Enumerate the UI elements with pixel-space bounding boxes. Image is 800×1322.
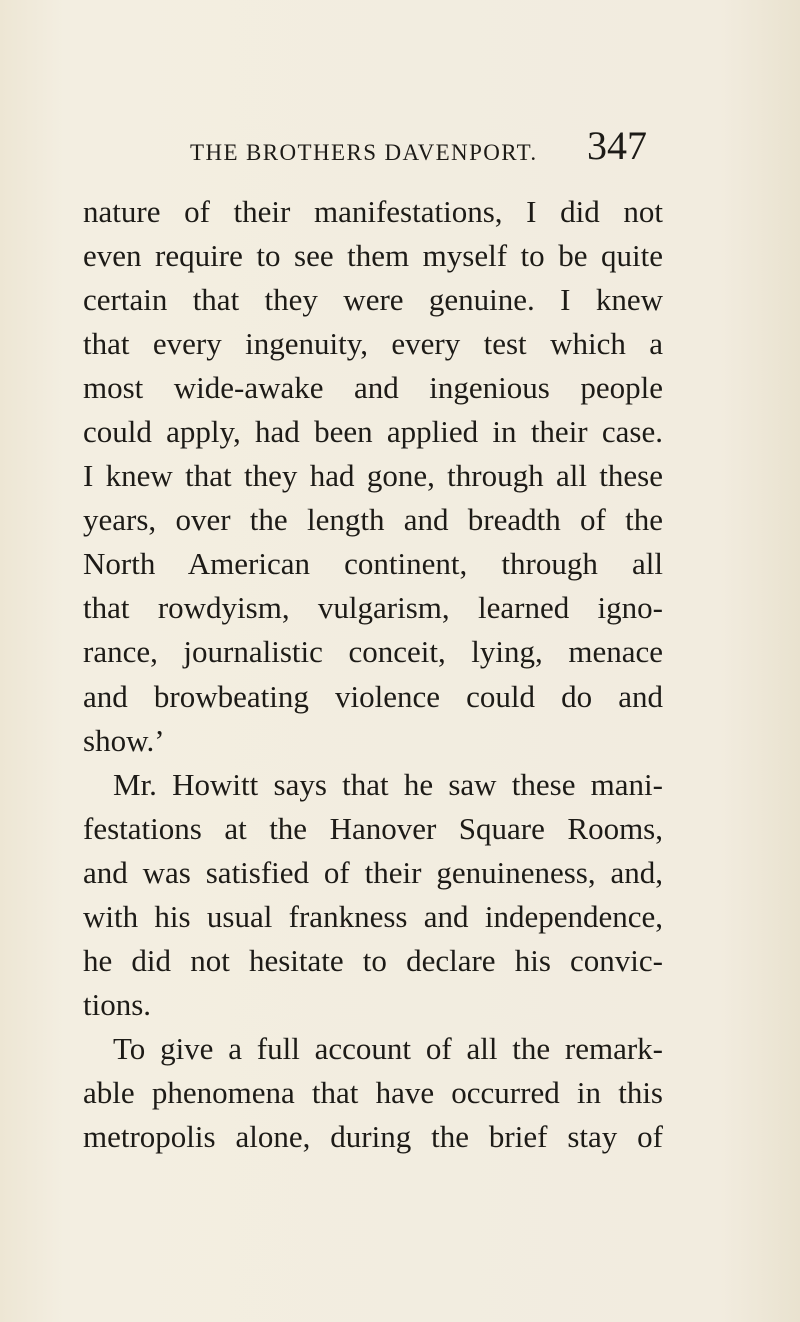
text-line: rance, journalistic conceit, lying, menace — [83, 634, 663, 670]
text-line: To give a full account of all the remark- — [113, 1030, 663, 1066]
text-line: could apply, had been applied in their case. — [83, 414, 663, 450]
page-header — [190, 122, 690, 182]
text-line: years, over the length and breadth of the — [83, 502, 663, 538]
text-line: able phenomena that have occurred in this — [83, 1074, 663, 1110]
text-line: I knew that they had gone, through all these — [83, 458, 663, 494]
running-title: THE BROTHERS DAVENPORT. — [190, 140, 538, 165]
text-line: with his usual frankness and independence, — [83, 898, 663, 934]
text-line: he did not hesitate to declare his convic- — [83, 942, 663, 978]
text-line: that every ingenuity, every test which a — [83, 326, 663, 362]
text-line: show.’ — [83, 722, 165, 758]
text-line: tions. — [83, 986, 152, 1022]
text-line: certain that they were genuine. I knew — [83, 282, 663, 318]
text-line: most wide-awake and ingenious people — [83, 370, 663, 406]
text-line: metropolis alone, during the brief stay of — [83, 1118, 663, 1154]
body-text — [83, 190, 663, 1159]
page-number: 347 — [587, 123, 647, 168]
text-line: that rowdyism, vulgarism, learned igno- — [83, 590, 663, 626]
text-line: nature of their manifestations, I did not — [83, 194, 663, 229]
text-line: and browbeating violence could do and — [83, 678, 663, 714]
text-line: and was satisfied of their genuineness, and, — [83, 854, 663, 890]
text-line: Mr. Howitt says that he saw these mani- — [113, 766, 663, 802]
text-line: festations at the Hanover Square Rooms, — [83, 810, 663, 846]
text-line: North American continent, through all — [83, 546, 663, 582]
text-line: even require to see them myself to be quite — [83, 238, 663, 274]
